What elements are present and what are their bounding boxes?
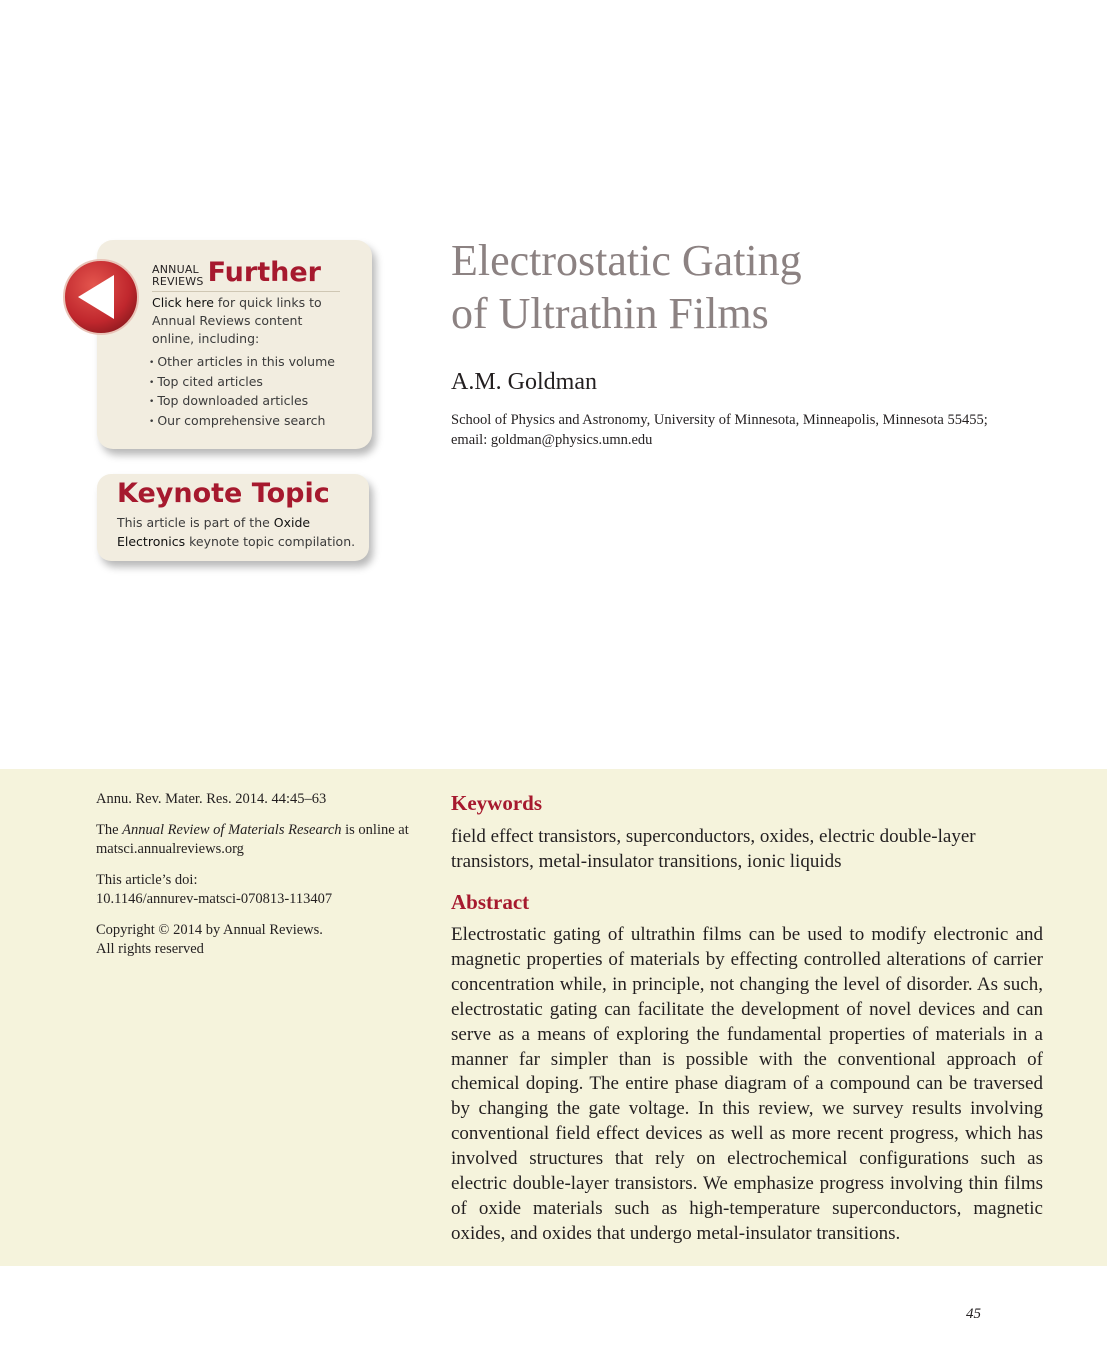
list-item: • Top downloaded articles (149, 392, 335, 412)
further-intro: Click here for quick links to Annual Reviews content online, including: (152, 295, 322, 346)
doi-block: This article’s doi: 10.1146/annurev-matsci-070813-113407 (96, 871, 333, 907)
further-divider (152, 291, 340, 292)
copyright: Copyright © 2014 by Annual Reviews. All rights reserved (96, 921, 323, 957)
list-item: • Other articles in this volume (149, 353, 335, 373)
click-here-link[interactable]: Click here (152, 295, 214, 310)
page-number: 45 (966, 1306, 981, 1322)
online-note: The Annual Review of Materials Research is online at matsci.annualreviews.org (96, 821, 409, 857)
abstract-heading: Abstract (451, 890, 530, 914)
further-links-list (149, 353, 335, 431)
list-item: • Our comprehensive search (149, 412, 335, 432)
further-header (152, 258, 340, 288)
keywords-text: field effect transistors, superconductors, oxides, electric double-layer transistors, metal-insulator transitions, ionic liquids (451, 826, 976, 872)
list-item: • Top cited articles (149, 373, 335, 393)
article-title: Electrostatic Gating of Ultrathin Films (451, 236, 802, 338)
keynote-text: This article is part of the Oxide Electronics keynote topic compilation. (117, 515, 356, 549)
abstract-text: Electrostatic gating of ultrathin films can be used to modify electronic and magnetic properties of materials by effecting controlled alterations of carrier concentration while, in principle, not changing the level of disorder. As such, electrostatic gating can facilitate the development of novel devices and can serve as a means of exploring the fundamental properties of materials in a manner far simpler than is possible with the conventional approach of chemical doping. The entire phase diagram of a compound can be traversed by changing the gate voltage. In this review, we survey results involving conventional field effect devices as well as more recent progress, which has involved structures that rely on electrochemical configurations such as electric double-layer transistors. We emphasize progress involving thin films of oxide materials such as high-temperature superconductors, magnetic oxides, and oxides that undergo metal-insulator transitions. (451, 924, 1043, 1244)
article-metadata (96, 790, 426, 971)
keynote-title: Keynote Topic (117, 478, 330, 509)
author-name: A.M. Goldman (451, 369, 597, 395)
citation: Annu. Rev. Mater. Res. 2014. 44:45–63 (96, 791, 327, 807)
keynote-topic-link[interactable]: Oxide Electronics (117, 515, 311, 549)
keywords-heading: Keywords (451, 791, 542, 815)
author-affiliation: School of Physics and Astronomy, University of Minnesota, Minneapolis, Minnesota 55455; email: goldman@physics.umn.edu (451, 412, 988, 448)
doi-link[interactable]: 10.1146/annurev-matsci-070813-113407 (96, 891, 333, 907)
back-arrow-icon[interactable] (62, 258, 140, 336)
further-title: Further (207, 257, 321, 288)
annual-reviews-logo-text: ANNUAL REVIEWS (152, 263, 204, 288)
